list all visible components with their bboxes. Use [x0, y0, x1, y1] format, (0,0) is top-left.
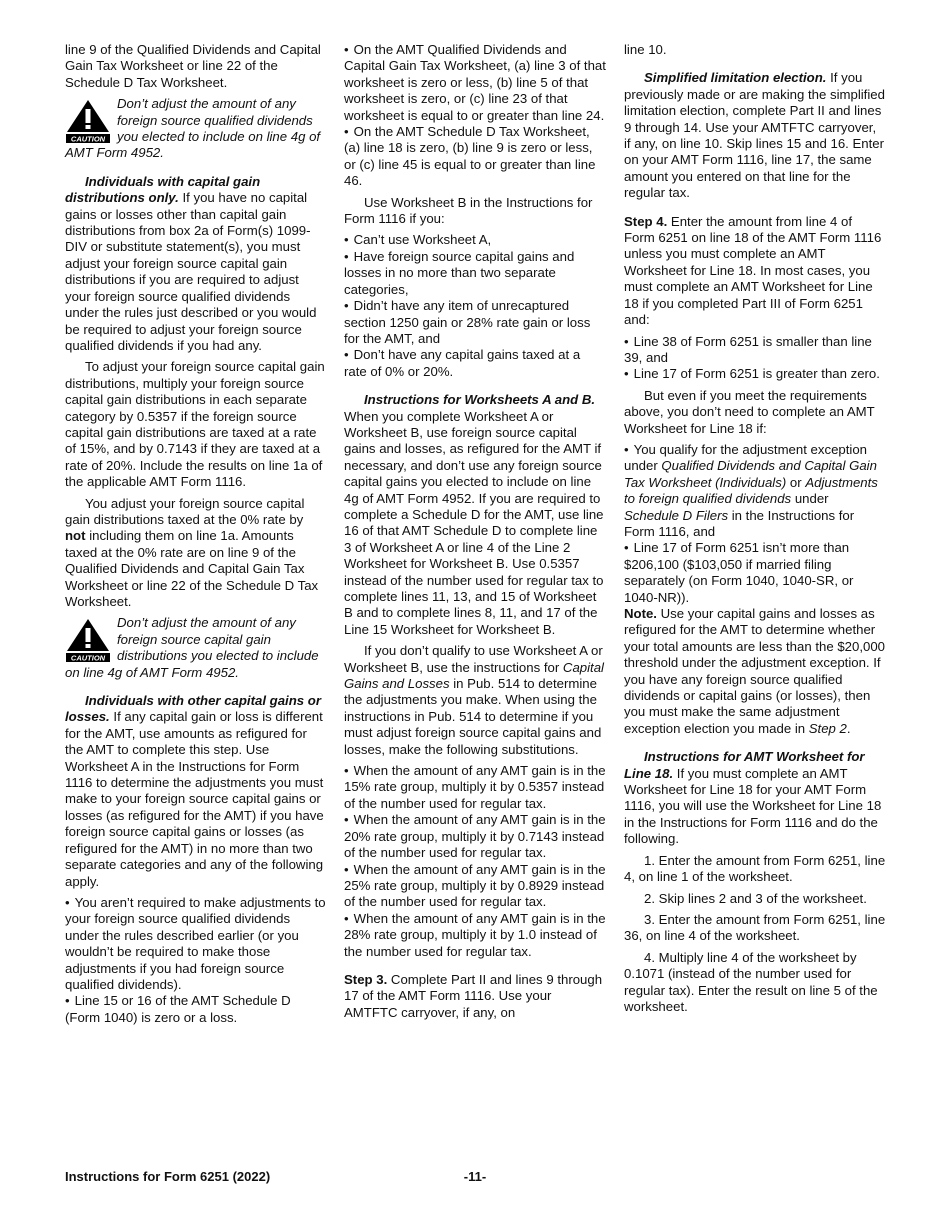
heading: Note. [624, 606, 657, 621]
numbered-item: 1. Enter the amount from Form 6251, line 4, on line 1 of the worksheet. [624, 852, 886, 885]
bullet-item: • Line 17 of Form 6251 is greater than zero. [624, 366, 886, 382]
bullet-item: • You qualify for the adjustment exception under Qualified Dividends and Capital Gain Tax Worksheet (Individuals) or Adjustments to foreign qualified dividends under Schedule D Filers in the Instructions for Form 1116, and [624, 442, 886, 540]
column-middle [344, 42, 606, 1026]
bullet-item: • Can’t use Worksheet A, [344, 232, 606, 248]
heading: Instructions for Worksheets A and B. [364, 392, 596, 408]
column-left [65, 42, 327, 1026]
paragraph: Instructions for AMT Worksheet for Line 18. If you must complete an AMT Worksheet for Line 18 for your AMT Form 1116, you will use the Worksheet for Line 18 in the Instructions for Form 1116 and do the following. [624, 749, 882, 847]
page-number: -11- [463, 1169, 487, 1184]
paragraph: Simplified limitation election. If you previously made or are making the simplified limitation election, complete Part II and lines 9 through 14. Use your AMTFTC carryover, if any, on line 10. Skip lines 15 and 16. Enter on your AMT Form 1116, line 17, the same amount you entered on that line for the regular tax. [624, 70, 885, 201]
bullet-item: • On the AMT Schedule D Tax Worksheet, (a) line 18 is zero, (b) line 9 is zero or less, or (c) line 45 is equal to or greater than line 46. [344, 124, 606, 190]
bullet-item: • Have foreign source capital gains and losses in no more than two separate categories, [344, 249, 606, 298]
bullet-item: • When the amount of any AMT gain is in the 28% rate group, multiply it by 1.0 instead of the number used for regular tax. [344, 911, 606, 960]
caution-note: CAUTION Don’t adjust the amount of any foreign source qualified dividends you elected to include on line 4g of AMT Form 4952. [65, 96, 321, 161]
heading: Instructions for AMT Worksheet for Line 18. [624, 749, 865, 781]
paragraph: But even if you meet the requirements above, you don’t need to complete an AMT Worksheet for Line 18 if: [624, 387, 875, 436]
footer-form-title: Instructions for Form 6251 (2022) [65, 1169, 271, 1184]
paragraph: Instructions for Worksheets A and B. When you complete Worksheet A or Worksheet B, use foreign source capital gains and losses, as refigured for the AMT if necessary, and don’t use any foreign source capital gains you elected to include on line 4g of AMT Form 4952. If you are required to complete a Schedule D for the AMT, use line 16 of that AMT Schedule D to complete line 3 of Worksheet A or line 4 of the Line 2 Worksheet for Worksheet B. Use 0.5357 instead of the number used for regular tax to complete lines 11, 13, and 15 of Worksheet B and to complete lines 8, 11, and 17 of the Line 15 Worksheet for Worksheet B. [344, 392, 604, 637]
paragraph: Use Worksheet B in the Instructions for Form 1116 if you: [344, 194, 593, 227]
paragraph: line 10. [624, 42, 667, 57]
numbered-item: 3. Enter the amount from Form 6251, line 36, on line 4 of the worksheet. [624, 911, 886, 944]
paragraph: If you don’t qualify to use Worksheet A or Worksheet B, use the instructions for Capital Gains and Losses in Pub. 514 to determine the adjustments you make. When using the instructions in Pub. 514 to determine if you must adjust foreign source capital gains and losses, make the following substitutions. [344, 643, 604, 757]
heading: Individuals with other capital gains or losses. [65, 693, 321, 725]
bullet-item: • When the amount of any AMT gain is in the 20% rate group, multiply it by 0.7143 instead of the number used for regular tax. [344, 812, 606, 861]
numbered-item: 2. Skip lines 2 and 3 of the worksheet. [644, 890, 867, 906]
numbered-item: 4. Multiply line 4 of the worksheet by 0.1071 (instead of the number used for regular tax). Enter the result on line 5 of the worksheet. [624, 949, 878, 1014]
bullet-item: • When the amount of any AMT gain is in the 15% rate group, multiply it by 0.5357 instead of the number used for regular tax. [344, 763, 606, 812]
heading: Individuals with capital gain distributions only. [65, 173, 261, 206]
paragraph: Individuals with capital gain distributions only. If you have no capital gains or losses other than capital gain distributions from box 2a of Form(s) 1099-DIV or substitute statement(s), you must adjust your foreign source capital gain distributions if you are required to adjust your foreign source qualified dividends under the rules just described or you would be required to adjust your foreign source qualified dividends if you had any. [65, 173, 317, 353]
paragraph: Step 3. Complete Part II and lines 9 through 17 of the AMT Form 1116. Use your AMTFTC carryover, if any, on [344, 971, 603, 1020]
caution-note: CAUTION Don’t adjust the amount of any foreign source capital gain distributions you elected to include on line 4g of AMT Form 4952. [65, 615, 319, 680]
bullet-item: • Line 17 of Form 6251 isn’t more than $206,100 ($103,050 if married filing separately (on Form 1040, 1040-SR, or 1040-NR)). [624, 540, 886, 606]
paragraph: Individuals with other capital gains or losses. If any capital gain or loss is different for the AMT, use amounts as refigured for the AMT to complete this step. Use Worksheet A in the Instructions for Form 1116 to determine the adjustments you must make to your foreign source capital gains or losses (as refigured for the AMT) if you have foreign source capital gains or losses (as refigured for the AMT) in no more than two separate categories and any of the following apply. [65, 693, 324, 889]
caution-icon [65, 617, 111, 663]
caution-icon [65, 98, 111, 144]
paragraph: Step 4. Enter the amount from line 4 of Form 6251 on line 18 of the AMT Form 1116 unless you must complete an AMT Worksheet for Line 18. In most cases, you must complete an AMT Worksheet for Line 18 if you completed Part III of Form 6251 and: [624, 213, 882, 328]
heading: Simplified limitation election. [644, 70, 827, 86]
bullet-item: • Line 15 or 16 of the AMT Schedule D (Form 1040) is zero or a loss. [65, 993, 327, 1026]
paragraph: line 9 of the Qualified Dividends and Capital Gain Tax Worksheet or line 22 of the Schedule D Tax Worksheet. [65, 42, 321, 90]
bullet-item: • On the AMT Qualified Dividends and Capital Gain Tax Worksheet, (a) line 3 of that worksheet is zero or less, (b) line 5 of that worksheet is zero, or (c) line 23 of that worksheet is equal to or greater than line 24. [344, 42, 606, 124]
svg-text:CAUTION: CAUTION [70, 134, 106, 144]
paragraph: Note. Use your capital gains and losses as refigured for the AMT to determine whether your total amounts are less than the $20,000 threshold under the adjustment exception. If you have any foreign source qualified dividends or capital gains (or losses), then you must make the same adjustment exception election you made in Step 2. [624, 606, 885, 736]
bullet-item: • Line 38 of Form 6251 is smaller than line 39, and [624, 334, 886, 367]
svg-text:CAUTION: CAUTION [70, 653, 106, 663]
bullet-item: • You aren’t required to make adjustments to your foreign source qualified dividends under the rules described earlier (or you wouldn’t be required to make those adjustments if you had foreign source qualified dividends). [65, 895, 327, 993]
column-right [624, 42, 886, 1020]
heading: Step 4. [624, 213, 668, 229]
bullet-item: • When the amount of any AMT gain is in the 25% rate group, multiply it by 0.8929 instead of the number used for regular tax. [344, 862, 606, 911]
bullet-item: • Don’t have any capital gains taxed at a rate of 0% or 20%. [344, 347, 606, 380]
heading: Step 3. [344, 971, 388, 987]
bullet-item: • Didn’t have any item of unrecaptured section 1250 gain or 28% rate gain or loss for the AMT, and [344, 298, 606, 347]
paragraph: To adjust your foreign source capital gain distributions, multiply your foreign source capital gain distributions in each separate category by 0.5357 if the foreign source capital gain distributions are taxed at a rate of 15%, and by 0.7143 if they are taxed at a rate of 20%. Include the results on line 1a of the applicable AMT Form 1116. [65, 359, 325, 490]
paragraph: You adjust your foreign source capital gain distributions taxed at the 0% rate by not including them on line 1a. Amounts taxed at the 0% rate are on line 9 of the Qualified Dividends and Capital Gain Tax Worksheet or line 22 of the Schedule D Tax Worksheet. [65, 495, 319, 609]
